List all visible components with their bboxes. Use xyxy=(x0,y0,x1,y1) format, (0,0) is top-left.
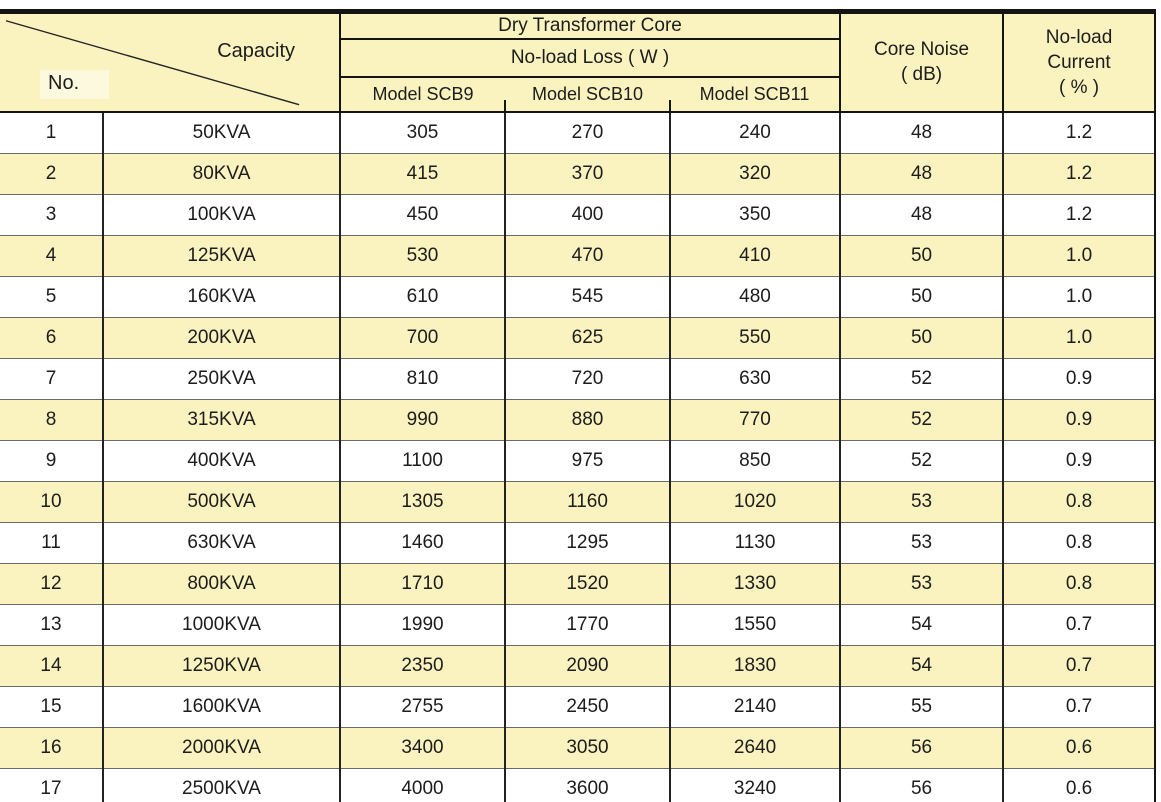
table-header xyxy=(0,12,1155,112)
cell-scb11-loss: 240 xyxy=(670,112,840,154)
cell-scb11-loss: 1130 xyxy=(670,522,840,563)
no-load-current-label-2: Current xyxy=(1047,51,1111,73)
cell-scb10-loss: 2450 xyxy=(505,686,670,727)
table-row xyxy=(0,276,1155,317)
table-row xyxy=(0,194,1155,235)
cell-scb9-loss: 305 xyxy=(340,112,505,154)
cell-scb10-loss: 1160 xyxy=(505,481,670,522)
cell-scb11-loss: 770 xyxy=(670,399,840,440)
table-row xyxy=(0,481,1155,522)
cell-scb11-loss: 850 xyxy=(670,440,840,481)
table-row xyxy=(0,317,1155,358)
transformer-spec-table xyxy=(0,9,1156,802)
cell-scb9-loss: 2350 xyxy=(340,645,505,686)
cell-scb9-loss: 700 xyxy=(340,317,505,358)
header-cell-core-noise xyxy=(840,12,1003,112)
cell-scb11-loss: 3240 xyxy=(670,768,840,802)
cell-no-load-current: 0.8 xyxy=(1003,522,1155,563)
cell-no-load-current: 1.0 xyxy=(1003,235,1155,276)
cell-capacity: 200KVA xyxy=(103,317,340,358)
cell-scb9-loss: 1990 xyxy=(340,604,505,645)
cell-core-noise: 50 xyxy=(840,235,1003,276)
header-cell-no-capacity xyxy=(0,12,340,112)
cell-core-noise: 53 xyxy=(840,522,1003,563)
cell-no-load-current: 1.2 xyxy=(1003,194,1155,235)
cell-no: 12 xyxy=(0,563,103,604)
cell-no-load-current: 1.0 xyxy=(1003,317,1155,358)
cell-scb11-loss: 630 xyxy=(670,358,840,399)
table-row xyxy=(0,522,1155,563)
cell-no: 6 xyxy=(0,317,103,358)
cell-capacity: 50KVA xyxy=(103,112,340,154)
table-row xyxy=(0,358,1155,399)
cell-scb10-loss: 880 xyxy=(505,399,670,440)
cell-scb10-loss: 1295 xyxy=(505,522,670,563)
table-row xyxy=(0,399,1155,440)
cell-core-noise: 48 xyxy=(840,194,1003,235)
cell-core-noise: 53 xyxy=(840,563,1003,604)
cell-scb9-loss: 415 xyxy=(340,153,505,194)
cell-no: 2 xyxy=(0,153,103,194)
cell-scb10-loss: 1520 xyxy=(505,563,670,604)
cell-scb11-loss: 1330 xyxy=(670,563,840,604)
cell-capacity: 500KVA xyxy=(103,481,340,522)
table-row xyxy=(0,563,1155,604)
cell-scb9-loss: 2755 xyxy=(340,686,505,727)
cell-capacity: 80KVA xyxy=(103,153,340,194)
cell-scb11-loss: 410 xyxy=(670,235,840,276)
cell-no: 14 xyxy=(0,645,103,686)
cell-scb10-loss: 2090 xyxy=(505,645,670,686)
cell-scb10-loss: 3600 xyxy=(505,768,670,802)
cell-scb10-loss: 625 xyxy=(505,317,670,358)
table-body xyxy=(0,112,1155,802)
cell-scb11-loss: 1550 xyxy=(670,604,840,645)
cell-no-load-current: 1.2 xyxy=(1003,153,1155,194)
cell-scb9-loss: 1100 xyxy=(340,440,505,481)
cell-no-load-current: 0.7 xyxy=(1003,686,1155,727)
cell-scb11-loss: 2140 xyxy=(670,686,840,727)
cell-scb9-loss: 4000 xyxy=(340,768,505,802)
cell-scb10-loss: 975 xyxy=(505,440,670,481)
cell-core-noise: 56 xyxy=(840,727,1003,768)
no-header-label: No. xyxy=(40,70,109,99)
core-noise-label: Core Noise xyxy=(874,39,970,61)
cell-no-load-current: 0.9 xyxy=(1003,399,1155,440)
cell-no: 8 xyxy=(0,399,103,440)
no-load-current-unit: ( % ) xyxy=(1058,76,1100,98)
cell-scb10-loss: 400 xyxy=(505,194,670,235)
cell-scb9-loss: 450 xyxy=(340,194,505,235)
cell-no: 17 xyxy=(0,768,103,802)
header-group-subtitle: No-load Loss ( W ) xyxy=(340,39,840,77)
cell-core-noise: 48 xyxy=(840,153,1003,194)
cell-capacity: 2000KVA xyxy=(103,727,340,768)
cell-scb9-loss: 990 xyxy=(340,399,505,440)
table-row xyxy=(0,440,1155,481)
cell-scb11-loss: 1830 xyxy=(670,645,840,686)
cell-scb10-loss: 3050 xyxy=(505,727,670,768)
table-row xyxy=(0,686,1155,727)
cell-no-load-current: 0.9 xyxy=(1003,440,1155,481)
cell-core-noise: 54 xyxy=(840,645,1003,686)
cell-capacity: 400KVA xyxy=(103,440,340,481)
cell-capacity: 2500KVA xyxy=(103,768,340,802)
cell-core-noise: 52 xyxy=(840,440,1003,481)
cell-capacity: 125KVA xyxy=(103,235,340,276)
cell-scb9-loss: 810 xyxy=(340,358,505,399)
cell-scb10-loss: 370 xyxy=(505,153,670,194)
cell-no: 15 xyxy=(0,686,103,727)
cell-capacity: 1000KVA xyxy=(103,604,340,645)
cell-core-noise: 55 xyxy=(840,686,1003,727)
table-row xyxy=(0,112,1155,154)
cell-scb10-loss: 720 xyxy=(505,358,670,399)
cell-no: 3 xyxy=(0,194,103,235)
cell-core-noise: 52 xyxy=(840,399,1003,440)
cell-capacity: 100KVA xyxy=(103,194,340,235)
cell-no: 4 xyxy=(0,235,103,276)
cell-scb9-loss: 1460 xyxy=(340,522,505,563)
cell-scb9-loss: 3400 xyxy=(340,727,505,768)
cell-no-load-current: 1.0 xyxy=(1003,276,1155,317)
cell-capacity: 800KVA xyxy=(103,563,340,604)
cell-scb10-loss: 470 xyxy=(505,235,670,276)
cell-scb10-loss: 545 xyxy=(505,276,670,317)
capacity-header-label: Capacity xyxy=(217,40,295,62)
header-cell-model-scb9: Model SCB9 xyxy=(340,77,505,112)
header-cell-no-load-current xyxy=(1003,12,1155,112)
cell-no-load-current: 1.2 xyxy=(1003,112,1155,154)
cell-core-noise: 50 xyxy=(840,317,1003,358)
cell-scb11-loss: 1020 xyxy=(670,481,840,522)
cell-core-noise: 53 xyxy=(840,481,1003,522)
cell-scb11-loss: 320 xyxy=(670,153,840,194)
cell-no-load-current: 0.7 xyxy=(1003,645,1155,686)
no-load-current-label-1: No-load xyxy=(1045,26,1113,48)
cell-no-load-current: 0.7 xyxy=(1003,604,1155,645)
table-row xyxy=(0,153,1155,194)
cell-no: 13 xyxy=(0,604,103,645)
core-noise-unit: ( dB) xyxy=(900,64,943,86)
cell-scb9-loss: 530 xyxy=(340,235,505,276)
cell-capacity: 1250KVA xyxy=(103,645,340,686)
cell-core-noise: 52 xyxy=(840,358,1003,399)
cell-scb10-loss: 1770 xyxy=(505,604,670,645)
cell-no: 16 xyxy=(0,727,103,768)
cell-no-load-current: 0.6 xyxy=(1003,727,1155,768)
cell-capacity: 315KVA xyxy=(103,399,340,440)
cell-no: 1 xyxy=(0,112,103,154)
cell-scb9-loss: 610 xyxy=(340,276,505,317)
cell-capacity: 250KVA xyxy=(103,358,340,399)
cell-scb11-loss: 550 xyxy=(670,317,840,358)
cell-scb11-loss: 2640 xyxy=(670,727,840,768)
cell-core-noise: 48 xyxy=(840,112,1003,154)
table-row xyxy=(0,645,1155,686)
cell-no-load-current: 0.8 xyxy=(1003,563,1155,604)
cell-no: 5 xyxy=(0,276,103,317)
cell-no-load-current: 0.9 xyxy=(1003,358,1155,399)
cell-no: 11 xyxy=(0,522,103,563)
cell-scb10-loss: 270 xyxy=(505,112,670,154)
cell-no-load-current: 0.8 xyxy=(1003,481,1155,522)
cell-scb9-loss: 1710 xyxy=(340,563,505,604)
cell-no: 9 xyxy=(0,440,103,481)
cell-scb9-loss: 1305 xyxy=(340,481,505,522)
header-cell-model-scb10: Model SCB10 xyxy=(505,77,670,112)
header-cell-model-scb11: Model SCB11 xyxy=(670,77,840,112)
table-row xyxy=(0,235,1155,276)
cell-capacity: 1600KVA xyxy=(103,686,340,727)
spec-table-shell xyxy=(0,9,1156,802)
cell-core-noise: 54 xyxy=(840,604,1003,645)
table-row xyxy=(0,768,1155,802)
cell-no: 10 xyxy=(0,481,103,522)
cell-scb11-loss: 350 xyxy=(670,194,840,235)
cell-scb11-loss: 480 xyxy=(670,276,840,317)
table-row xyxy=(0,604,1155,645)
header-group-title: Dry Transformer Core xyxy=(340,12,840,39)
cell-capacity: 630KVA xyxy=(103,522,340,563)
cell-core-noise: 50 xyxy=(840,276,1003,317)
table-row xyxy=(0,727,1155,768)
cell-core-noise: 56 xyxy=(840,768,1003,802)
cell-no-load-current: 0.6 xyxy=(1003,768,1155,802)
cell-no: 7 xyxy=(0,358,103,399)
cell-capacity: 160KVA xyxy=(103,276,340,317)
